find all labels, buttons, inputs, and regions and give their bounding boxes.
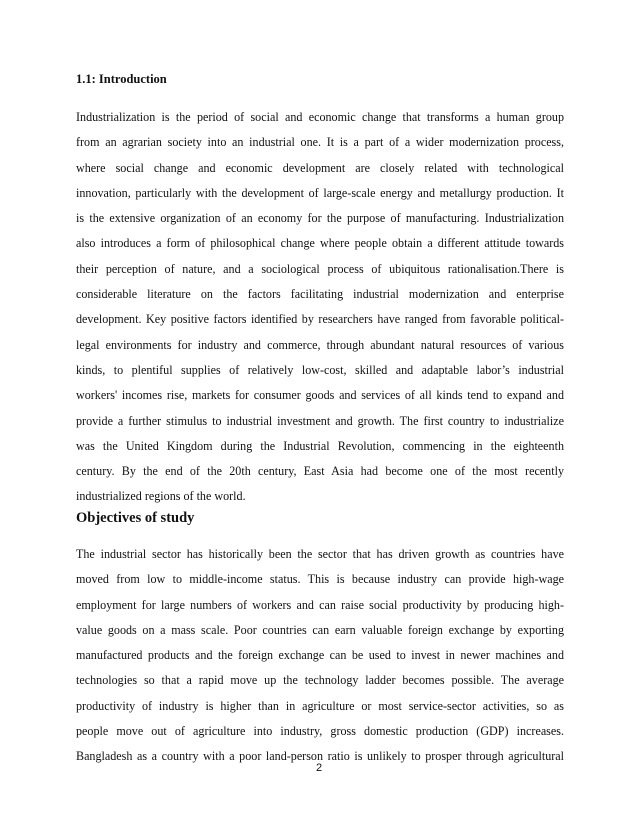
section-heading-objectives: Objectives of study — [76, 510, 195, 526]
paragraph-line: century. By the end of the 20th century, East Asia had become one of the most recently — [76, 464, 564, 479]
introduction-paragraph — [76, 105, 564, 510]
paragraph-line: workers' incomes rise, markets for consumer goods and services of all kinds tend to expand and — [76, 388, 564, 403]
paragraph-line: provide a further stimulus to industrial investment and growth. The first country to industrialize — [76, 413, 564, 428]
paragraph-line: kinds, to plentiful supplies of relatively low-cost, skilled and adaptable labor’s industrial — [76, 362, 564, 377]
section-heading-introduction: 1.1: Introduction — [76, 72, 167, 86]
paragraph-line: manufactured products and the foreign exchange can be used to invest in newer machines and — [76, 648, 564, 663]
paragraph-line: people move out of agriculture into industry, gross domestic production (GDP) increases. — [76, 724, 564, 739]
paragraph-line: their perception of nature, and a sociological process of ubiquitous rationalisation.There is — [76, 261, 564, 276]
paragraph-line: from an agrarian society into an industrial one. It is a part of a wider modernization process, — [76, 135, 564, 150]
paragraph-line: The industrial sector has historically been the sector that has driven growth as countries have — [76, 547, 564, 561]
paragraph-line: productivity of industry is higher than in agriculture or most service-sector activities, so as — [76, 698, 564, 713]
paragraph-line: also introduces a form of philosophical change where people obtain a different attitude towards — [76, 236, 564, 251]
paragraph-line: was the United Kingdom during the Industrial Revolution, commencing in the eighteenth — [76, 438, 564, 453]
paragraph-line: value goods on a mass scale. Poor countries can earn valuable foreign exchange by exporting — [76, 622, 564, 637]
paragraph-line: Bangladesh as a country with a poor land-person ratio is unlikely to prosper through agricultural — [76, 749, 564, 764]
page-number: 2 — [315, 762, 323, 774]
paragraph-line: innovation, particularly with the development of large-scale energy and metallurgy production. It — [76, 185, 564, 200]
paragraph-line: development. Key positive factors identified by researchers have ranged from favorable political- — [76, 312, 564, 327]
paragraph-line: legal environments for industry and commerce, through abundant natural resources of various — [76, 337, 564, 352]
paragraph-line: Industrialization is the period of social and economic change that transforms a human group — [76, 110, 564, 124]
paragraph-line: industrialized regions of the world. — [76, 489, 246, 504]
paragraph-line: technologies so that a rapid move up the technology ladder becomes possible. The average — [76, 673, 564, 688]
paragraph-line: moved from low to middle-income status. This is because industry can provide high-wage — [76, 572, 564, 587]
paragraph-line: where social change and economic development are closely related with technological — [76, 160, 564, 175]
objectives-paragraph — [76, 542, 564, 770]
paragraph-line: is the extensive organization of an economy for the purpose of manufacturing. Industrialization — [76, 211, 564, 226]
paragraph-line: employment for large numbers of workers and can raise social productivity by producing high- — [76, 597, 564, 612]
paragraph-line: considerable literature on the factors facilitating industrial modernization and enterprise — [76, 287, 564, 302]
